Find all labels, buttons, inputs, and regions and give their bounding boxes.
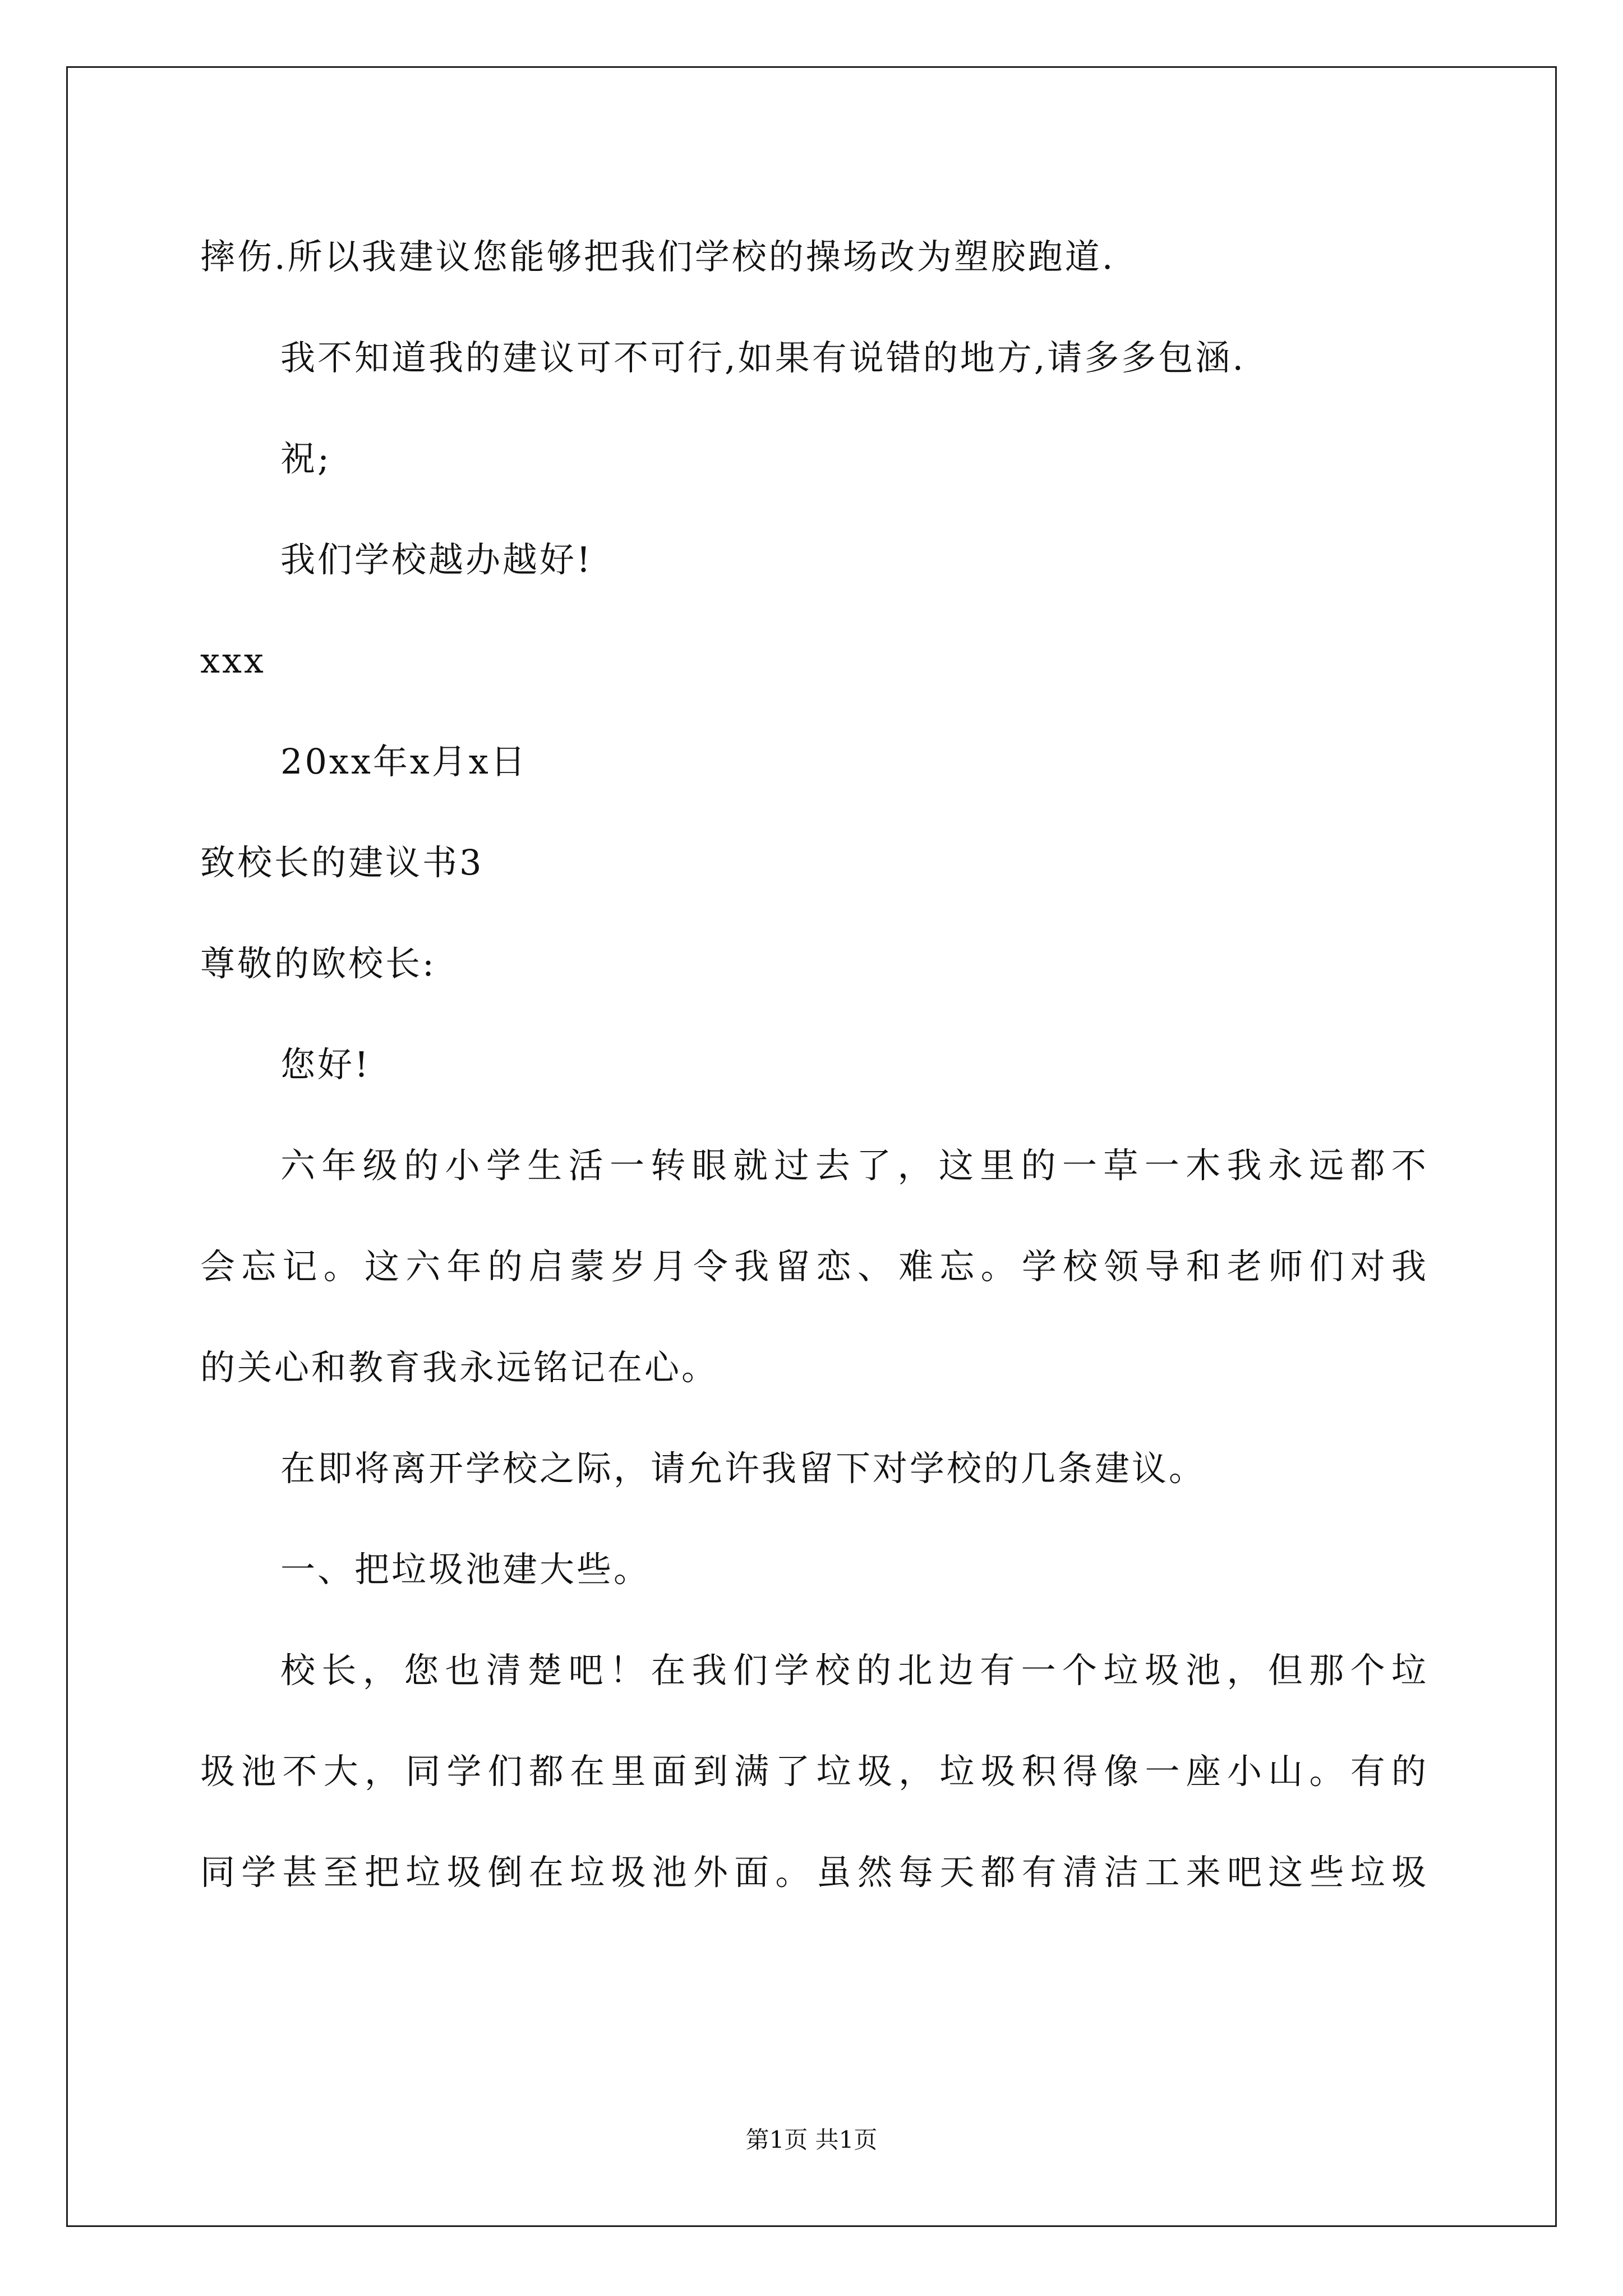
- body-line: 同学甚至把垃圾倒在垃圾池外面。虽然每天都有清洁工来吧这些垃圾: [200, 1852, 1428, 1893]
- section-heading: 致校长的建议书3: [200, 842, 484, 883]
- body-line: 在即将离开学校之际，请允许我留下对学校的几条建议。: [280, 1448, 1206, 1489]
- signature-line: xxx: [200, 640, 266, 681]
- body-line: 的关心和教育我永远铭记在心。: [200, 1347, 719, 1388]
- body-line: 摔伤.所以我建议您能够把我们学校的操场改为塑胶跑道.: [200, 236, 1115, 277]
- body-line: 我不知道我的建议可不可行,如果有说错的地方,请多多包涵.: [280, 337, 1246, 378]
- list-heading: 一、把垃圾池建大些。: [280, 1549, 651, 1590]
- body-line: 我们学校越办越好!: [280, 539, 593, 580]
- body-line: 圾池不大，同学们都在里面到满了垃圾，垃圾积得像一座小山。有的: [200, 1751, 1428, 1792]
- salutation: 尊敬的欧校长:: [200, 943, 436, 984]
- body-line: 校长，您也清楚吧！在我们学校的北边有一个垃圾池，但那个垃: [280, 1650, 1428, 1691]
- page-footer: 第1页 共1页: [745, 2126, 878, 2154]
- date-line: 20xx年x月x日: [280, 741, 528, 782]
- body-line: 祝;: [280, 438, 331, 479]
- body-line: 六年级的小学生活一转眼就过去了，这里的一草一木我永远都不: [280, 1145, 1428, 1186]
- body-line: 会忘记。这六年的启蒙岁月令我留恋、难忘。学校领导和老师们对我: [200, 1246, 1428, 1287]
- greeting: 您好!: [280, 1044, 371, 1085]
